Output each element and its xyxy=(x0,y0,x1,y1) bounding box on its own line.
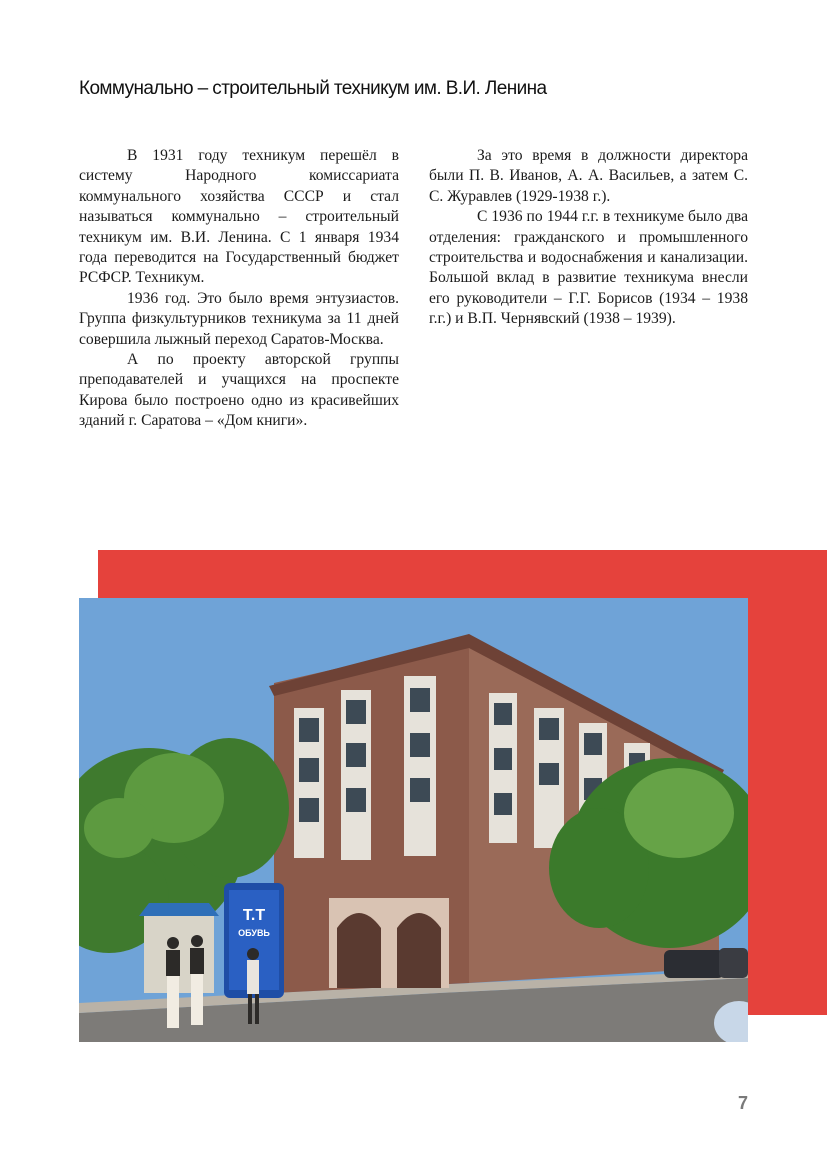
kiosk-sign-brand: Т.Т xyxy=(242,907,266,924)
right-text-column xyxy=(429,146,748,330)
kiosk-sign-text: ОБУВЬ xyxy=(238,928,270,938)
paragraph: В 1931 году техникум перешёл в систему Народного комиссариата коммунального хозяйства СССР и стал называться коммунально – строительный техникум им. В.И. Ленина. С 1 января 1934 года переводится на Государственный бюджет РСФСР. Техникум. xyxy=(79,147,399,287)
building-photo-illustration xyxy=(79,598,748,1042)
paragraph: А по проекту авторской группы преподавателей и учащихся на проспекте Кирова было построено одно из красивейших зданий г. Саратова – «Дом книги». xyxy=(79,351,399,430)
paragraph: За это время в должности директора были П. В. Иванов, А. А. Васильев, а затем С. С. Журавлев (1929-1938 г.). xyxy=(429,147,748,205)
paragraph: С 1936 по 1944 г.г. в техникуме было два отделения: гражданского и промышленного строительства и водоснабжения и канализации. Большой вклад в развитие техникума внесли его руководители – Г.Г. Борисов (1934 – 1938 г.г.) и В.П. Чернявский (1938 – 1939). xyxy=(429,208,748,328)
building-photo xyxy=(79,598,748,1042)
page-title: Коммунально – строительный техникум им. В.И. Ленина xyxy=(79,78,547,99)
paragraph: 1936 год. Это было время энтузиастов. Группа физкультурников техникума за 11 дней совершила лыжный переход Саратов-Москва. xyxy=(79,289,399,348)
page-number: 7 xyxy=(737,1093,748,1113)
left-text-column xyxy=(79,146,399,432)
